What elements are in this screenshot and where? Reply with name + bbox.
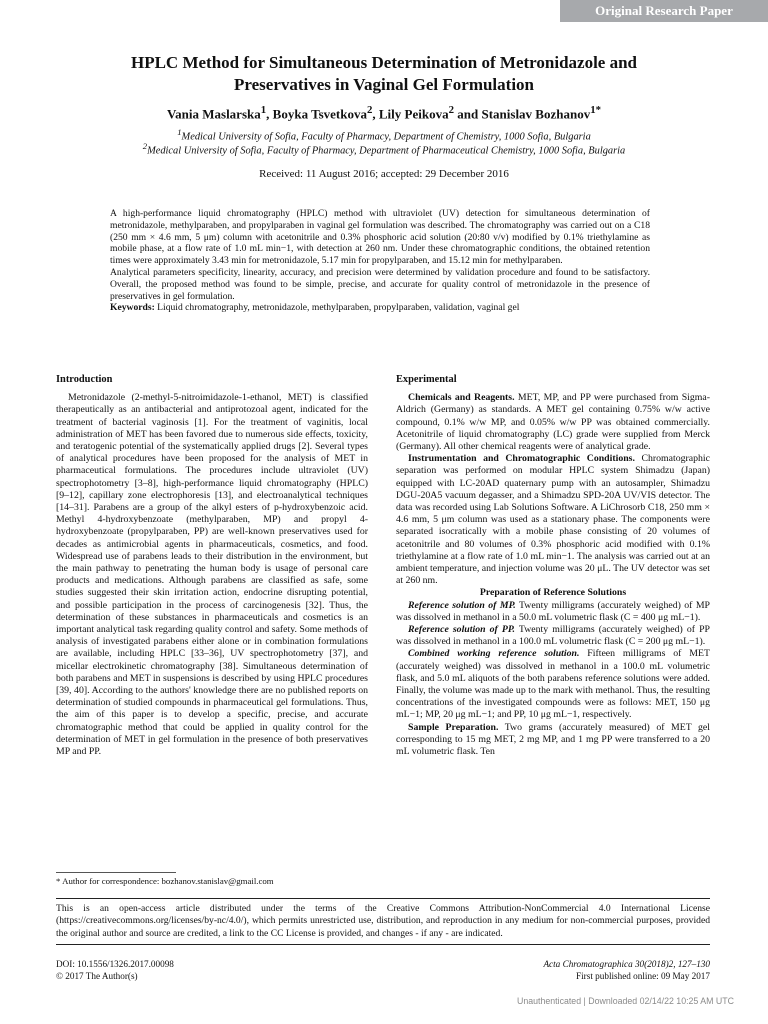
author-affil-sup: 1 xyxy=(260,104,267,116)
paragraph-instrumentation xyxy=(396,453,710,587)
section-heading-experimental: Experimental xyxy=(396,374,457,385)
affiliation-text: Medical University of Sofia, Faculty of Pharmacy, Department of Chemistry, 1000 Sofia, Bulgaria xyxy=(181,131,591,143)
subheading-sample-preparation: Sample Preparation. xyxy=(408,721,499,733)
subheading-chemicals: Chemicals and Reagents. xyxy=(408,392,515,404)
left-column xyxy=(56,374,368,758)
title-line-1: HPLC Method for Simultaneous Determination of Metronidazole and xyxy=(130,53,638,72)
affiliation-text: Medical University of Sofia, Faculty of Pharmacy, Department of Pharmaceutical Chemistry, 1000 Sofia, Bulgaria xyxy=(147,145,626,157)
article-type-banner: Original Research Paper xyxy=(560,0,768,22)
abstract xyxy=(110,208,650,314)
author-separator: , xyxy=(372,106,379,122)
author-separator: and xyxy=(454,106,482,122)
author-name: Lily Peikova xyxy=(378,106,449,122)
author-name: Stanislav Bozhanov xyxy=(481,106,591,122)
paragraph-reference-pp xyxy=(396,624,710,648)
subheading-reference-mp: Reference solution of MP. xyxy=(408,599,516,611)
sample-preparation-text: Two grams (accurately measured) of MET gel corresponding to 15 mg MET, 2 mg MP, and 1 mg PP were transferred to a 20 mL volumetric flask. Ten xyxy=(396,721,710,758)
reference-mp-text: Twenty milligrams (accurately weighed) of MP was dissolved in methanol in a 50.0 mL volumetric flask (C = 400 μg mL−1). xyxy=(396,599,710,623)
affiliation-sup: 1 xyxy=(177,127,182,137)
author-affil-sup: 2 xyxy=(448,104,455,116)
journal-citation: Acta Chromatographica 30(2018)2, 127–130 xyxy=(543,959,710,969)
affiliation-2 xyxy=(40,141,728,156)
subheading-combined-reference: Combined working reference solution. xyxy=(408,648,580,660)
abstract-paragraph-2: Analytical parameters specificity, linearity, accuracy, and precision were determined by validation procedure and found to be satisfactory. Overall, the proposed method was found to be simple, precise, and accurate for quality control of metronidazole in the presence of preservatives in gel formulation. xyxy=(110,266,650,302)
right-column xyxy=(396,374,710,758)
download-stamp: Unauthenticated | Downloaded 02/14/22 10:25 AM UTC xyxy=(517,996,734,1006)
abstract-paragraph-1: A high-performance liquid chromatography (HPLC) method with ultraviolet (UV) detection for simultaneous determination of metronidazole, methylparaben, and propylparaben in vaginal gel formulation was described. The chromatography was carried out on a C18 (250 mm × 4.6 mm, 5 μm) column with acetonitrile and 0.3% phosphoric acid solution (20:80 v/v) modified by 0.1% triethylamine as mobile phase, at a flow rate of 1.0 mL min−1, with detection at 260 nm. Under these chromatographic conditions, the obtained retention times were approximately 3.43 min for metronidazole, 5.17 min for propylparaben, and 15.12 min for methylparaben. xyxy=(110,208,650,267)
chemicals-text: MET, MP, and PP were purchased from Sigma-Aldrich (Germany) as standards. A MET gel containing 0.75% w/w active compound, 0.1% w/w MP, and 0.05% w/w PP was obtained commercially. Acetonitrile of liquid chromatography (LC) grade were supplied from Merck (Germany). All other chemical reagents were of analytical grade. xyxy=(396,392,710,453)
title-line-2: Preservatives in Vaginal Gel Formulation xyxy=(233,75,534,94)
keywords xyxy=(110,302,650,314)
author-affil-sup: 2 xyxy=(366,104,373,116)
section-heading-introduction: Introduction xyxy=(56,374,113,385)
paragraph-combined-reference xyxy=(396,648,710,721)
footnote-divider xyxy=(56,872,176,873)
keywords-label: Keywords: xyxy=(110,302,155,314)
subheading-reference-pp: Reference solution of PP. xyxy=(408,624,516,636)
paragraph-chemicals xyxy=(396,392,710,453)
publication-date: First published online: 09 May 2017 xyxy=(576,971,710,981)
author-name: Vania Maslarska xyxy=(166,106,261,122)
received-dates: Received: 11 August 2016; accepted: 29 December 2016 xyxy=(259,168,509,180)
affiliation-sup: 2 xyxy=(142,141,148,151)
combined-reference-text: Fifteen milligrams of MET (accurately weighed) was dissolved in methanol in a 100.0 mL volumetric flask, and 5.0 mL aliquots of the both parabens reference solutions were added. Finally, the volume was made up to the mark with methanol. Thus, the resulting concentrations of the investigated compounds were as follows: MET, 150 μg mL−1; MP, 20 μg mL−1; and PP, 10 μg mL−1, respectively. xyxy=(396,648,710,721)
correspondence-footnote: * Author for correspondence: bozhanov.stanislav@gmail.com xyxy=(56,876,274,886)
subheading-reference-solutions: Preparation of Reference Solutions xyxy=(479,587,627,599)
doi: DOI: 10.1556/1326.2017.00098 xyxy=(56,959,174,969)
paragraph-reference-mp xyxy=(396,600,710,624)
instrumentation-text: Chromatographic separation was performed on modular HPLC system Shimadzu (Japan) equipped with LC-20AD quaternary pump with an autosampler, Shimadzu DGU-20A5 vacuum degasser, and a Shimadzu SPD-20A UV/VIS detector. The data was recorded using Lab Solutions Software. A LiChrosorb C18, 250 mm × 4.6 mm, 5 μm column was used as a stationary phase. The components were separated isocratically with a mobile phase consisting of 20 volumes of acetonitrile and 80 volumes of 0.3% phosphoric acid modified with 0.1% triethylamine at a flow rate of 1.0 mL min−1. The analysis was carried out at an ambient temperature, and injection volume was 20 μL. The UV detector was set at 260 nm. xyxy=(396,453,710,587)
license-notice: This is an open-access article distributed under the terms of the Creative Commons Attribution-NonCommercial 4.0 International License (https://creativecommons.org/licenses/by-nc/4.0/), which permits unrestricted use, distribution, and reproduction in any medium for non-commercial purposes, provided the original author and source are credited, a link to the CC License is provided, and changes - if any - are indicated. xyxy=(56,898,710,945)
paper-title xyxy=(60,52,708,96)
subheading-instrumentation: Instrumentation and Chromatographic Conditions. xyxy=(408,453,635,465)
article-identifiers xyxy=(56,958,174,982)
author-name: Boyka Tsvetkova xyxy=(272,106,367,122)
author-separator: , xyxy=(266,106,273,122)
paragraph-sample-preparation xyxy=(396,722,710,759)
copyright: © 2017 The Author(s) xyxy=(56,971,138,981)
reference-pp-text: Twenty milligrams (accurately weighed) of PP was dissolved in methanol in a 100.0 mL volumetric flask (C = 200 μg mL−1). xyxy=(396,624,710,648)
keywords-text: Liquid chromatography, metronidazole, methylparaben, propylparaben, validation, vaginal gel xyxy=(154,302,520,314)
introduction-text: Metronidazole (2-methyl-5-nitroimidazole-1-ethanol, MET) is classified therapeutically as an antibacterial and antiprotozoal agent, indicated for the treatment of bacterial vaginosis [1]. For the treatment of vaginitis, local administration of MET has been favored due to numerous side effects, toxicity, and teratogenic potential of the systematically applied drugs [2]. Several types of analytical procedures have been proposed for the analysis of MET in pharmaceutical formulations. The procedures include ultraviolet (UV) spectrophotometry [3–8], high-performance liquid chromatography (HPLC) [9–12], capillary zone electrophoresis [13], and electroanalytical techniques [14–31]. Parabens are a group of the alkyl esters of p-hydroxybenzoic acid. Methyl 4-hydroxybenzoate (methylparaben, MP) and propyl 4-hydroxybenzoate (propylparaben, PP) are well-known preservatives used for decades as antimicrobial agents in pharmaceuticals, cosmetics, and food. Widespread use of parabens leads to their distribution in the environment, but the main pathway to penetrating the human body is usage of personal care products and medications. Although parabens are classified as safe, some studies suggested their skin irritation action, endocrine disrupting potential, and possible participation in the process of carcinogenesis [32]. Thus, the determination of these substances in pharmaceuticals and cosmetics is an important analytical task regarding quality control and safety. Some methods of analysis of investigated parabens either alone or in combination formulations are available, including HPLC [33–36], UV spectrophotometry [37], and micellar electrokinetic chromatography [38]. Simultaneous determination of both parabens and MET in suspensions is described by using HPLC procedures [39, 40]. According to the authors' knowledge there are no published reports on determination of studied compounds in pharmaceutical gel formulations. Thus, the aim of this paper is to develop a specific, precise, and accurate chromatographic method that could be applied in quality control for the determination of MET in gel formulation in the presence of both preservatives MP and PP. xyxy=(56,392,368,758)
author-list xyxy=(60,104,708,122)
author-affil-sup: 1* xyxy=(590,104,602,116)
journal-info xyxy=(543,958,710,982)
